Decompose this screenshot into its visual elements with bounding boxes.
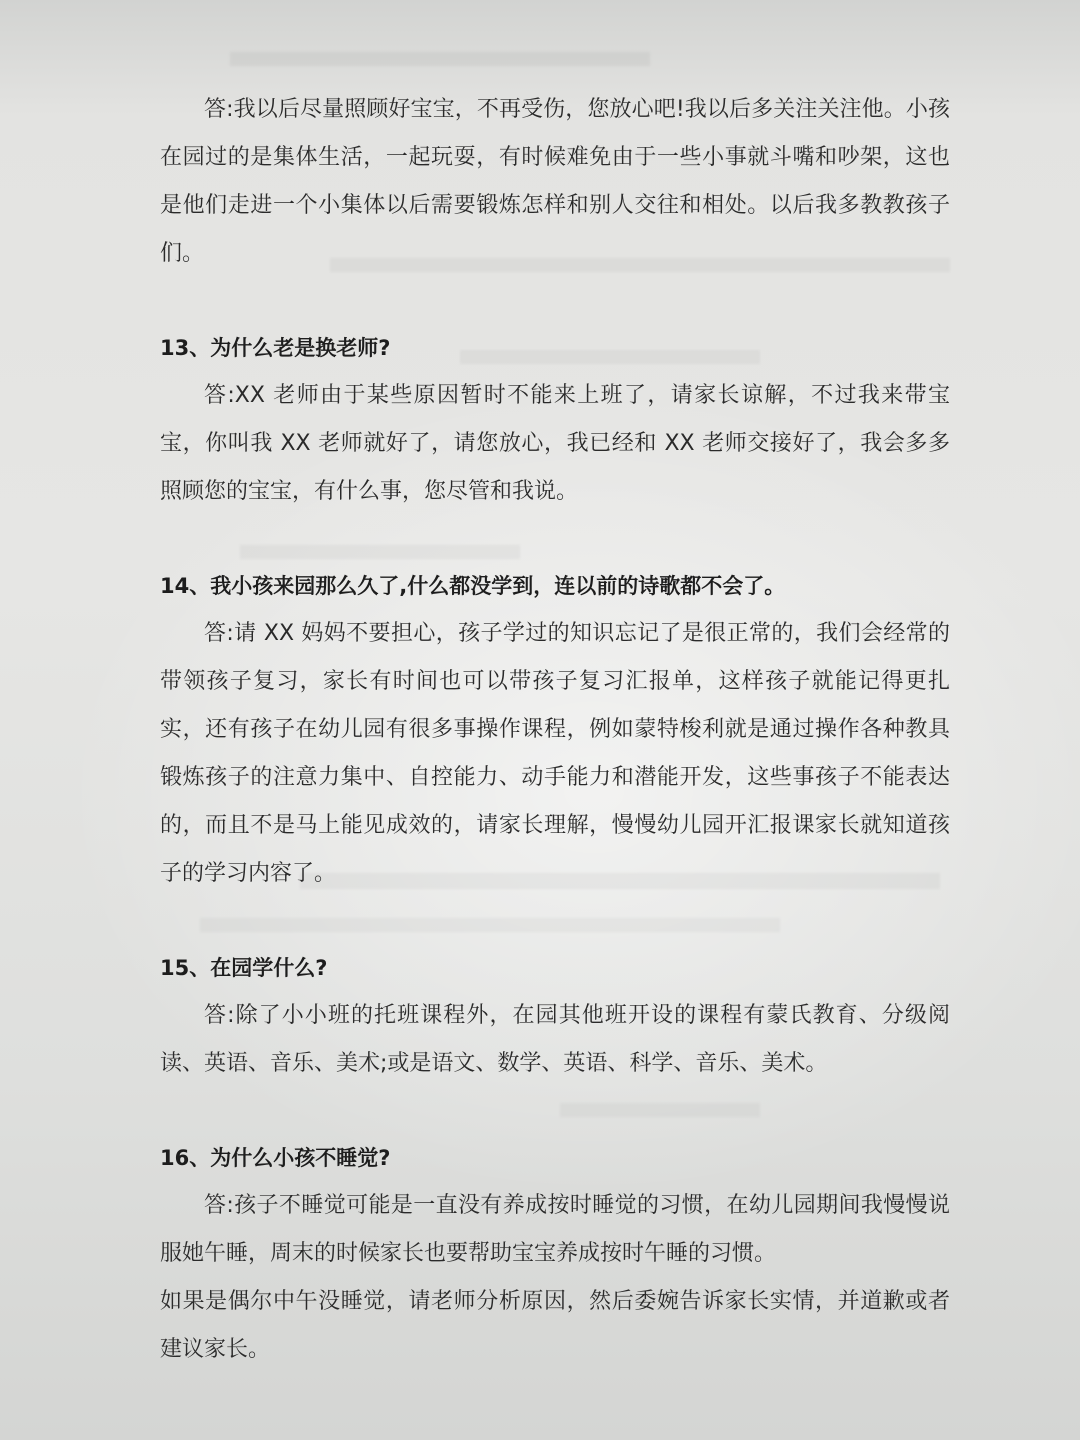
answer-paragraph: 答:孩子不睡觉可能是一直没有养成按时睡觉的习惯，在幼儿园期间我慢慢说服她午睡，周末的时候家长也要帮助宝宝养成按时午睡的习惯。 <box>160 1193 950 1266</box>
question-heading: 14、我小孩来园那么久了,什么都没学到，连以前的诗歌都不会了。 <box>160 574 786 598</box>
question-block-15 <box>160 944 950 1088</box>
question-heading: 16、为什么小孩不睡觉? <box>160 1146 391 1170</box>
question-heading: 13、为什么老是换老师? <box>160 336 391 360</box>
question-heading: 15、在园学什么? <box>160 956 328 980</box>
document-body <box>160 86 950 1374</box>
bleed-through-shadow <box>230 52 650 66</box>
answer-block-12 <box>160 86 950 278</box>
answer-paragraph: 答:请 XX 妈妈不要担心，孩子学过的知识忘记了是很正常的，我们会经常的带领孩子复习，家长有时间也可以带孩子复习汇报单，这样孩子就能记得更扎实，还有孩子在幼儿园有很多事操作课程，例如蒙特梭利就是通过操作各种教具锻炼孩子的注意力集中、自控能力、动手能力和潜能开发，这些事孩子不能表达的，而且不是马上能见成效的，请家长理解，慢慢幼儿园开汇报课家长就知道孩子的学习内容了。 <box>160 621 950 886</box>
answer-paragraph: 答:除了小小班的托班课程外，在园其他班开设的课程有蒙氏教育、分级阅读、英语、音乐、美术;或是语文、数学、英语、科学、音乐、美术。 <box>160 1003 950 1076</box>
question-block-16 <box>160 1134 950 1374</box>
question-block-14 <box>160 562 950 898</box>
answer-paragraph: 答:XX 老师由于某些原因暂时不能来上班了，请家长谅解，不过我来带宝宝，你叫我 XX 老师就好了，请您放心，我已经和 XX 老师交接好了，我会多多照顾您的宝宝，有什么事，您尽管和我说。 <box>160 383 950 504</box>
note-paragraph: 如果是偶尔中午没睡觉，请老师分析原因，然后委婉告诉家长实情，并道歉或者建议家长。 <box>160 1289 950 1362</box>
answer-paragraph: 答:我以后尽量照顾好宝宝，不再受伤，您放心吧!我以后多关注关注他。小孩在园过的是集体生活，一起玩耍，有时候难免由于一些小事就斗嘴和吵架，这也是他们走进一个小集体以后需要锻炼怎样和别人交往和相处。以后我多教教孩子们。 <box>160 97 950 266</box>
question-block-13 <box>160 324 950 516</box>
